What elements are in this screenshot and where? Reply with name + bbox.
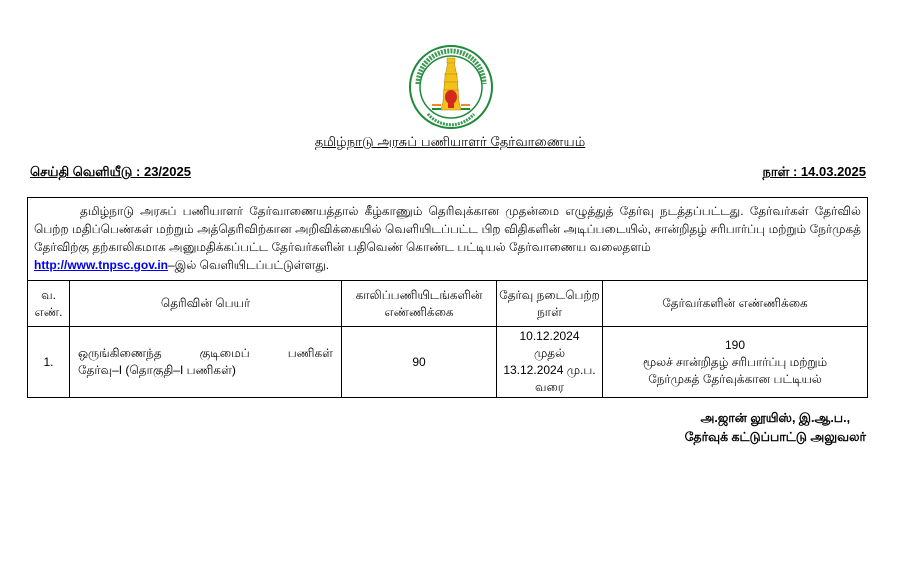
header-serial-no: வ. எண். xyxy=(28,281,70,327)
intro-paragraph xyxy=(28,198,868,281)
intro-text: தமிழ்நாடு அரசுப் பணியாளர் தேர்வாணையத்தால் கீழ்காணும் தெரிவுக்கான முதன்மை எழுத்துத் தேர்வு நடத்தப்பட்டது. தேர்வர்கள் தேர்வில் பெற்ற மதிப்பெண்கள் மற்றும் அத்தெரிவிற்கான அறிவிக்கையில் வெளியிடப்பட்ட பிற விதிகளின் அடிப்படையில், சான்றிதழ் சரிபார்ப்பு மற்றும் நேர்முகத் தேர்விற்கு தற்காலிகமாக அனுமதிக்கப்பட்ட தேர்வர்களின் பதிவெண் கொண்ட பட்டியல் தேர்வாணைய வலைதளம் xyxy=(34,204,861,254)
header-selection-name: தெரிவின் பெயர் xyxy=(70,281,342,327)
candidates-note-1: மூலச் சான்றிதழ் சரிபார்ப்பு மற்றும் xyxy=(642,354,828,369)
press-release-number: செய்தி வெளியீடு : 23/2025 xyxy=(30,164,191,179)
header-exam-date: தேர்வு நடைபெற்ற நாள் xyxy=(497,281,603,327)
selection-name-line1 xyxy=(78,345,333,362)
intro-text-end: –இல் வெளியிடப்பட்டுள்ளது. xyxy=(168,258,330,272)
header-vacancies: காலிப்பணியிடங்களின் எண்ணிக்கை xyxy=(342,281,497,327)
exam-date-end: வரை xyxy=(534,380,565,394)
intro-row xyxy=(28,198,868,281)
signature-block xyxy=(685,409,866,447)
exam-date-from: 10.12.2024 xyxy=(519,329,580,343)
exam-date-to: 13.12.2024 மு.ப. xyxy=(503,363,596,377)
organization-title: தமிழ்நாடு அரசுப் பணியாளர் தேர்வாணையம் xyxy=(314,134,586,149)
cell-selection-name xyxy=(70,327,342,398)
signatory-name: அ.ஜான் லூயிஸ், இ.ஆ.ப., xyxy=(700,411,851,425)
notice-table xyxy=(27,197,868,398)
selection-name-word: பணிகள் xyxy=(287,346,333,360)
table-row xyxy=(28,327,868,398)
selection-name-word: குடிமைப் xyxy=(199,346,250,360)
press-release-date: நாள் : 14.03.2025 xyxy=(762,164,866,179)
table-header-row xyxy=(28,281,868,327)
cell-serial-no: 1. xyxy=(28,327,70,398)
tnpsc-emblem-logo xyxy=(408,44,494,130)
website-link[interactable]: http://www.tnpsc.gov.in xyxy=(34,258,168,272)
signatory-designation: தேர்வுக் கட்டுப்பாட்டு அலுவலர் xyxy=(684,430,866,444)
cell-vacancies: 90 xyxy=(342,327,497,398)
header-candidates: தேர்வர்களின் எண்ணிக்கை xyxy=(603,281,868,327)
candidates-note-2: நேர்முகத் தேர்வுக்கான பட்டியல் xyxy=(648,371,822,386)
selection-name-word: ஒருங்கிணைந்த xyxy=(78,346,162,360)
selection-name-line2: தேர்வு–I (தொகுதி–I பணிகள்) xyxy=(78,363,236,377)
cell-exam-date xyxy=(497,327,603,398)
cell-candidates xyxy=(603,327,868,398)
candidates-count: 190 xyxy=(724,337,746,352)
exam-date-mid: முதல் xyxy=(533,346,566,360)
